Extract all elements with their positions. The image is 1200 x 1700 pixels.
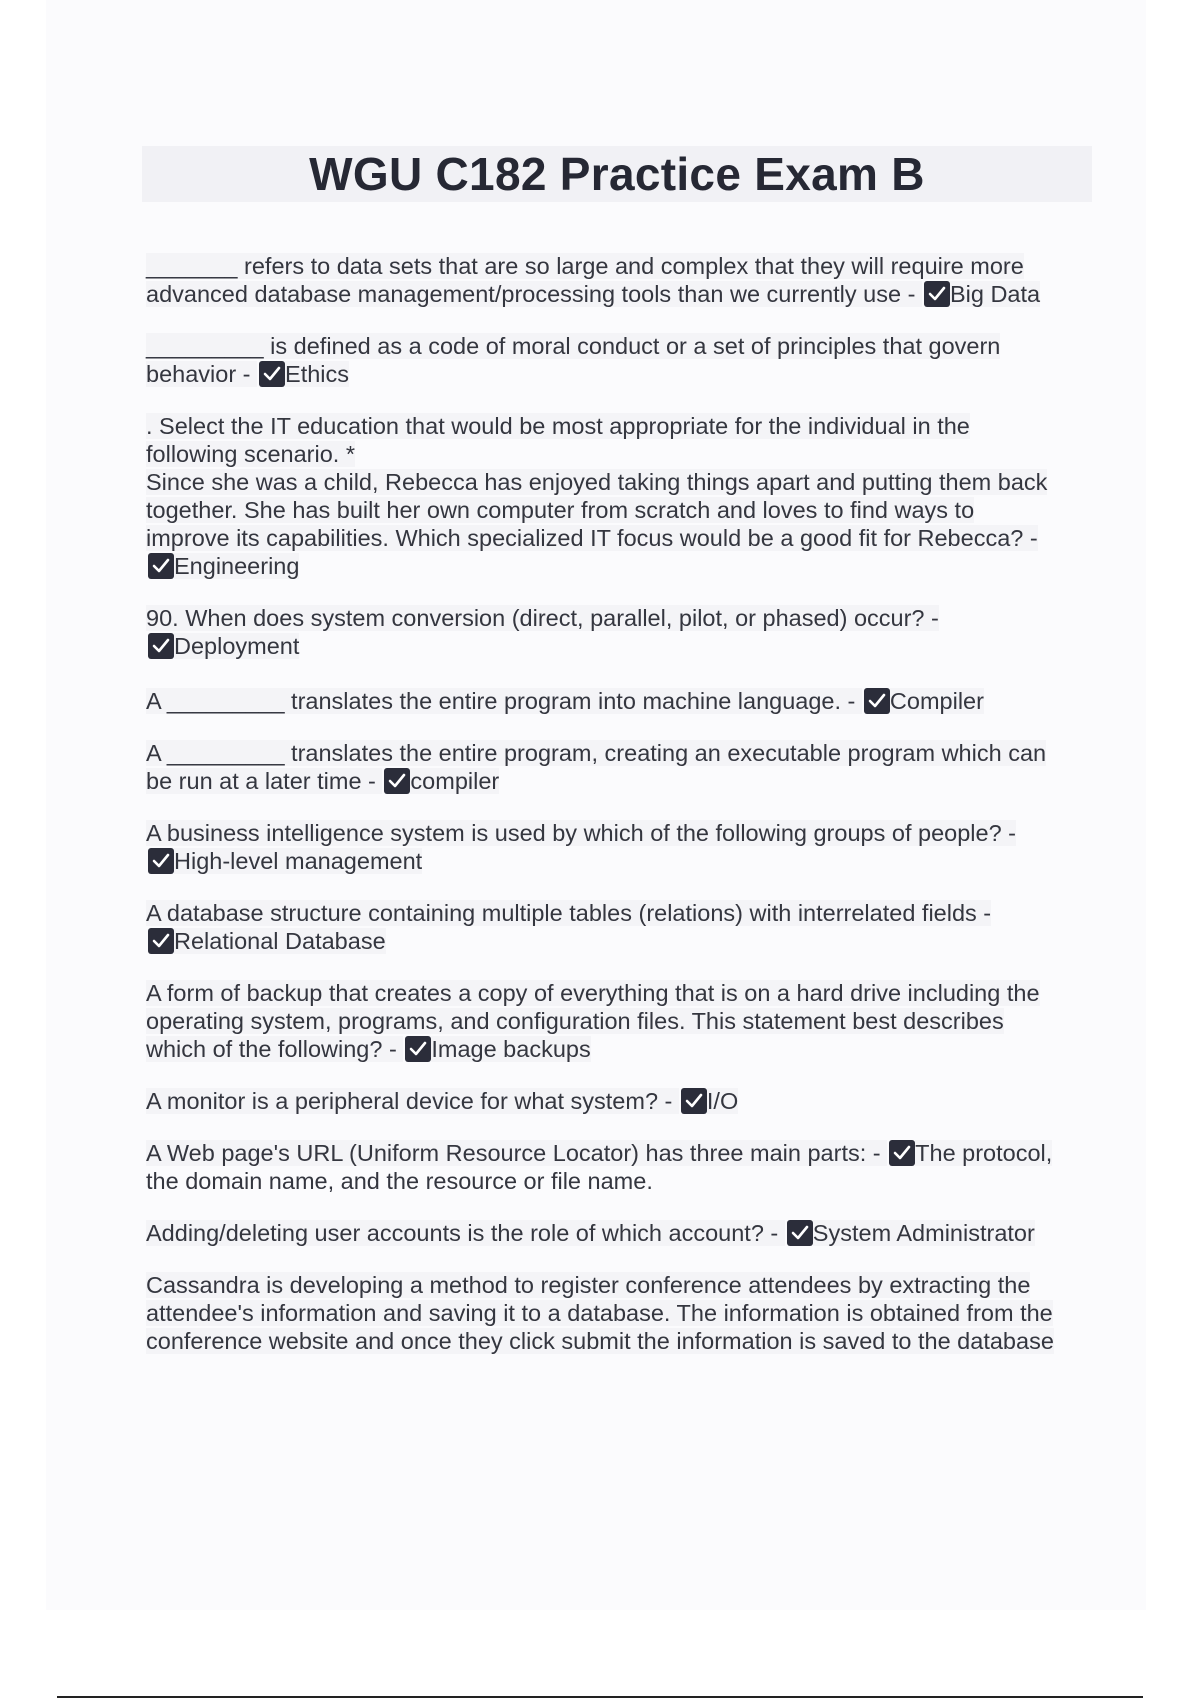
checkbox-checked-icon — [889, 1140, 915, 1166]
question-text: A _________ translates the entire program into machine language. - — [146, 688, 862, 714]
question-line — [146, 524, 1096, 552]
checkbox-checked-icon — [259, 361, 285, 387]
title-band — [142, 146, 1092, 202]
question-line — [146, 552, 1096, 580]
checkbox-checked-icon — [148, 848, 174, 874]
checkbox-checked-icon — [924, 281, 950, 307]
question-line — [146, 687, 1096, 715]
question-line — [146, 468, 1096, 496]
question-line — [146, 1271, 1096, 1299]
question-line — [146, 927, 1096, 955]
checkbox-checked-icon — [681, 1088, 707, 1114]
question-text: together. She has built her own computer from scratch and loves to find ways to — [146, 497, 975, 523]
answer-text: compiler — [410, 768, 500, 794]
qa-item — [146, 332, 1096, 388]
checkbox-checked-icon — [405, 1036, 431, 1062]
answer-text: I/O — [706, 1088, 739, 1114]
checkbox-checked-icon — [148, 928, 174, 954]
qa-item — [146, 1271, 1096, 1355]
checkbox-checked-icon — [148, 553, 174, 579]
question-line — [146, 767, 1096, 795]
question-line — [146, 1327, 1096, 1355]
question-text: A business intelligence system is used by which of the following groups of people? - — [146, 820, 1016, 846]
qa-item — [146, 1139, 1096, 1195]
question-text: operating system, programs, and configuration files. This statement best describes — [146, 1008, 1004, 1034]
question-text: A Web page's URL (Uniform Resource Locator) has three main parts: - — [146, 1140, 888, 1166]
question-text: be run at a later time - — [146, 768, 383, 794]
question-line — [146, 739, 1096, 767]
answer-text: System Administrator — [812, 1220, 1035, 1246]
question-line — [146, 604, 1096, 632]
question-text: . Select the IT education that would be most appropriate for the individual in the — [146, 413, 970, 439]
answer-text: Image backups — [431, 1036, 591, 1062]
answer-text: Deployment — [174, 633, 300, 659]
qa-item — [146, 819, 1096, 875]
question-text: which of the following? - — [146, 1036, 404, 1062]
checkbox-checked-icon — [864, 688, 890, 714]
question-line — [146, 360, 1096, 388]
answer-text: The protocol, — [915, 1140, 1053, 1166]
qa-item — [146, 1219, 1096, 1247]
question-text: A database structure containing multiple tables (relations) with interrelated fields - — [146, 900, 992, 926]
question-line — [146, 899, 1096, 927]
question-text: A monitor is a peripheral device for what system? - — [146, 1088, 679, 1114]
qa-item — [146, 1087, 1096, 1115]
question-line — [146, 1299, 1096, 1327]
question-text: attendee's information and saving it to a database. The information is obtained from the — [146, 1300, 1053, 1326]
question-text: 90. When does system conversion (direct, parallel, pilot, or phased) occur? - — [146, 605, 939, 631]
qa-item — [146, 739, 1096, 795]
question-list — [146, 252, 1096, 1355]
question-text: Since she was a child, Rebecca has enjoyed taking things apart and putting them back — [146, 469, 1048, 495]
question-text: behavior - — [146, 361, 258, 387]
question-line — [146, 412, 1096, 440]
question-line — [146, 847, 1096, 875]
question-text: Adding/deleting user accounts is the role of which account? - — [146, 1220, 785, 1246]
question-line — [146, 1219, 1096, 1247]
question-line — [146, 1139, 1096, 1167]
question-text: _________ is defined as a code of moral conduct or a set of principles that govern — [146, 333, 1001, 359]
qa-item — [146, 979, 1096, 1063]
qa-item — [146, 412, 1096, 580]
question-line — [146, 280, 1096, 308]
answer-text: Big Data — [949, 281, 1041, 307]
qa-item — [146, 604, 1096, 660]
answer-text: Ethics — [285, 361, 350, 387]
answer-text: Engineering — [174, 553, 300, 579]
question-line — [146, 440, 1096, 468]
answer-continuation: the domain name, and the resource or file name. — [146, 1168, 653, 1194]
question-line — [146, 252, 1096, 280]
question-line — [146, 496, 1096, 524]
page-title: WGU C182 Practice Exam B — [309, 148, 925, 200]
checkbox-checked-icon — [787, 1220, 813, 1246]
qa-item — [146, 899, 1096, 955]
answer-text: Relational Database — [174, 928, 386, 954]
answer-text: High-level management — [174, 848, 423, 874]
question-line — [146, 1007, 1096, 1035]
qa-item — [146, 687, 1096, 715]
question-text: improve its capabilities. Which specialized IT focus would be a good fit for Rebecca? - — [146, 525, 1038, 551]
qa-item — [146, 252, 1096, 308]
page-bottom-rule — [57, 1696, 1143, 1698]
question-text: advanced database management/processing tools than we currently use - — [146, 281, 922, 307]
checkbox-checked-icon — [384, 768, 410, 794]
question-text: A form of backup that creates a copy of everything that is on a hard drive including the — [146, 980, 1040, 1006]
question-text: Cassandra is developing a method to register conference attendees by extracting the — [146, 1272, 1031, 1298]
question-line — [146, 1035, 1096, 1063]
question-line — [146, 332, 1096, 360]
answer-text: Compiler — [889, 688, 984, 714]
checkbox-checked-icon — [148, 633, 174, 659]
question-text: _______ refers to data sets that are so large and complex that they will require more — [146, 253, 1024, 279]
question-text: A _________ translates the entire program, creating an executable program which can — [146, 740, 1047, 766]
question-line — [146, 1087, 1096, 1115]
question-line — [146, 979, 1096, 1007]
question-text: conference website and once they click submit the information is saved to the database — [146, 1328, 1054, 1354]
question-line — [146, 819, 1096, 847]
question-line — [146, 632, 1096, 660]
question-text: following scenario. * — [146, 441, 355, 467]
